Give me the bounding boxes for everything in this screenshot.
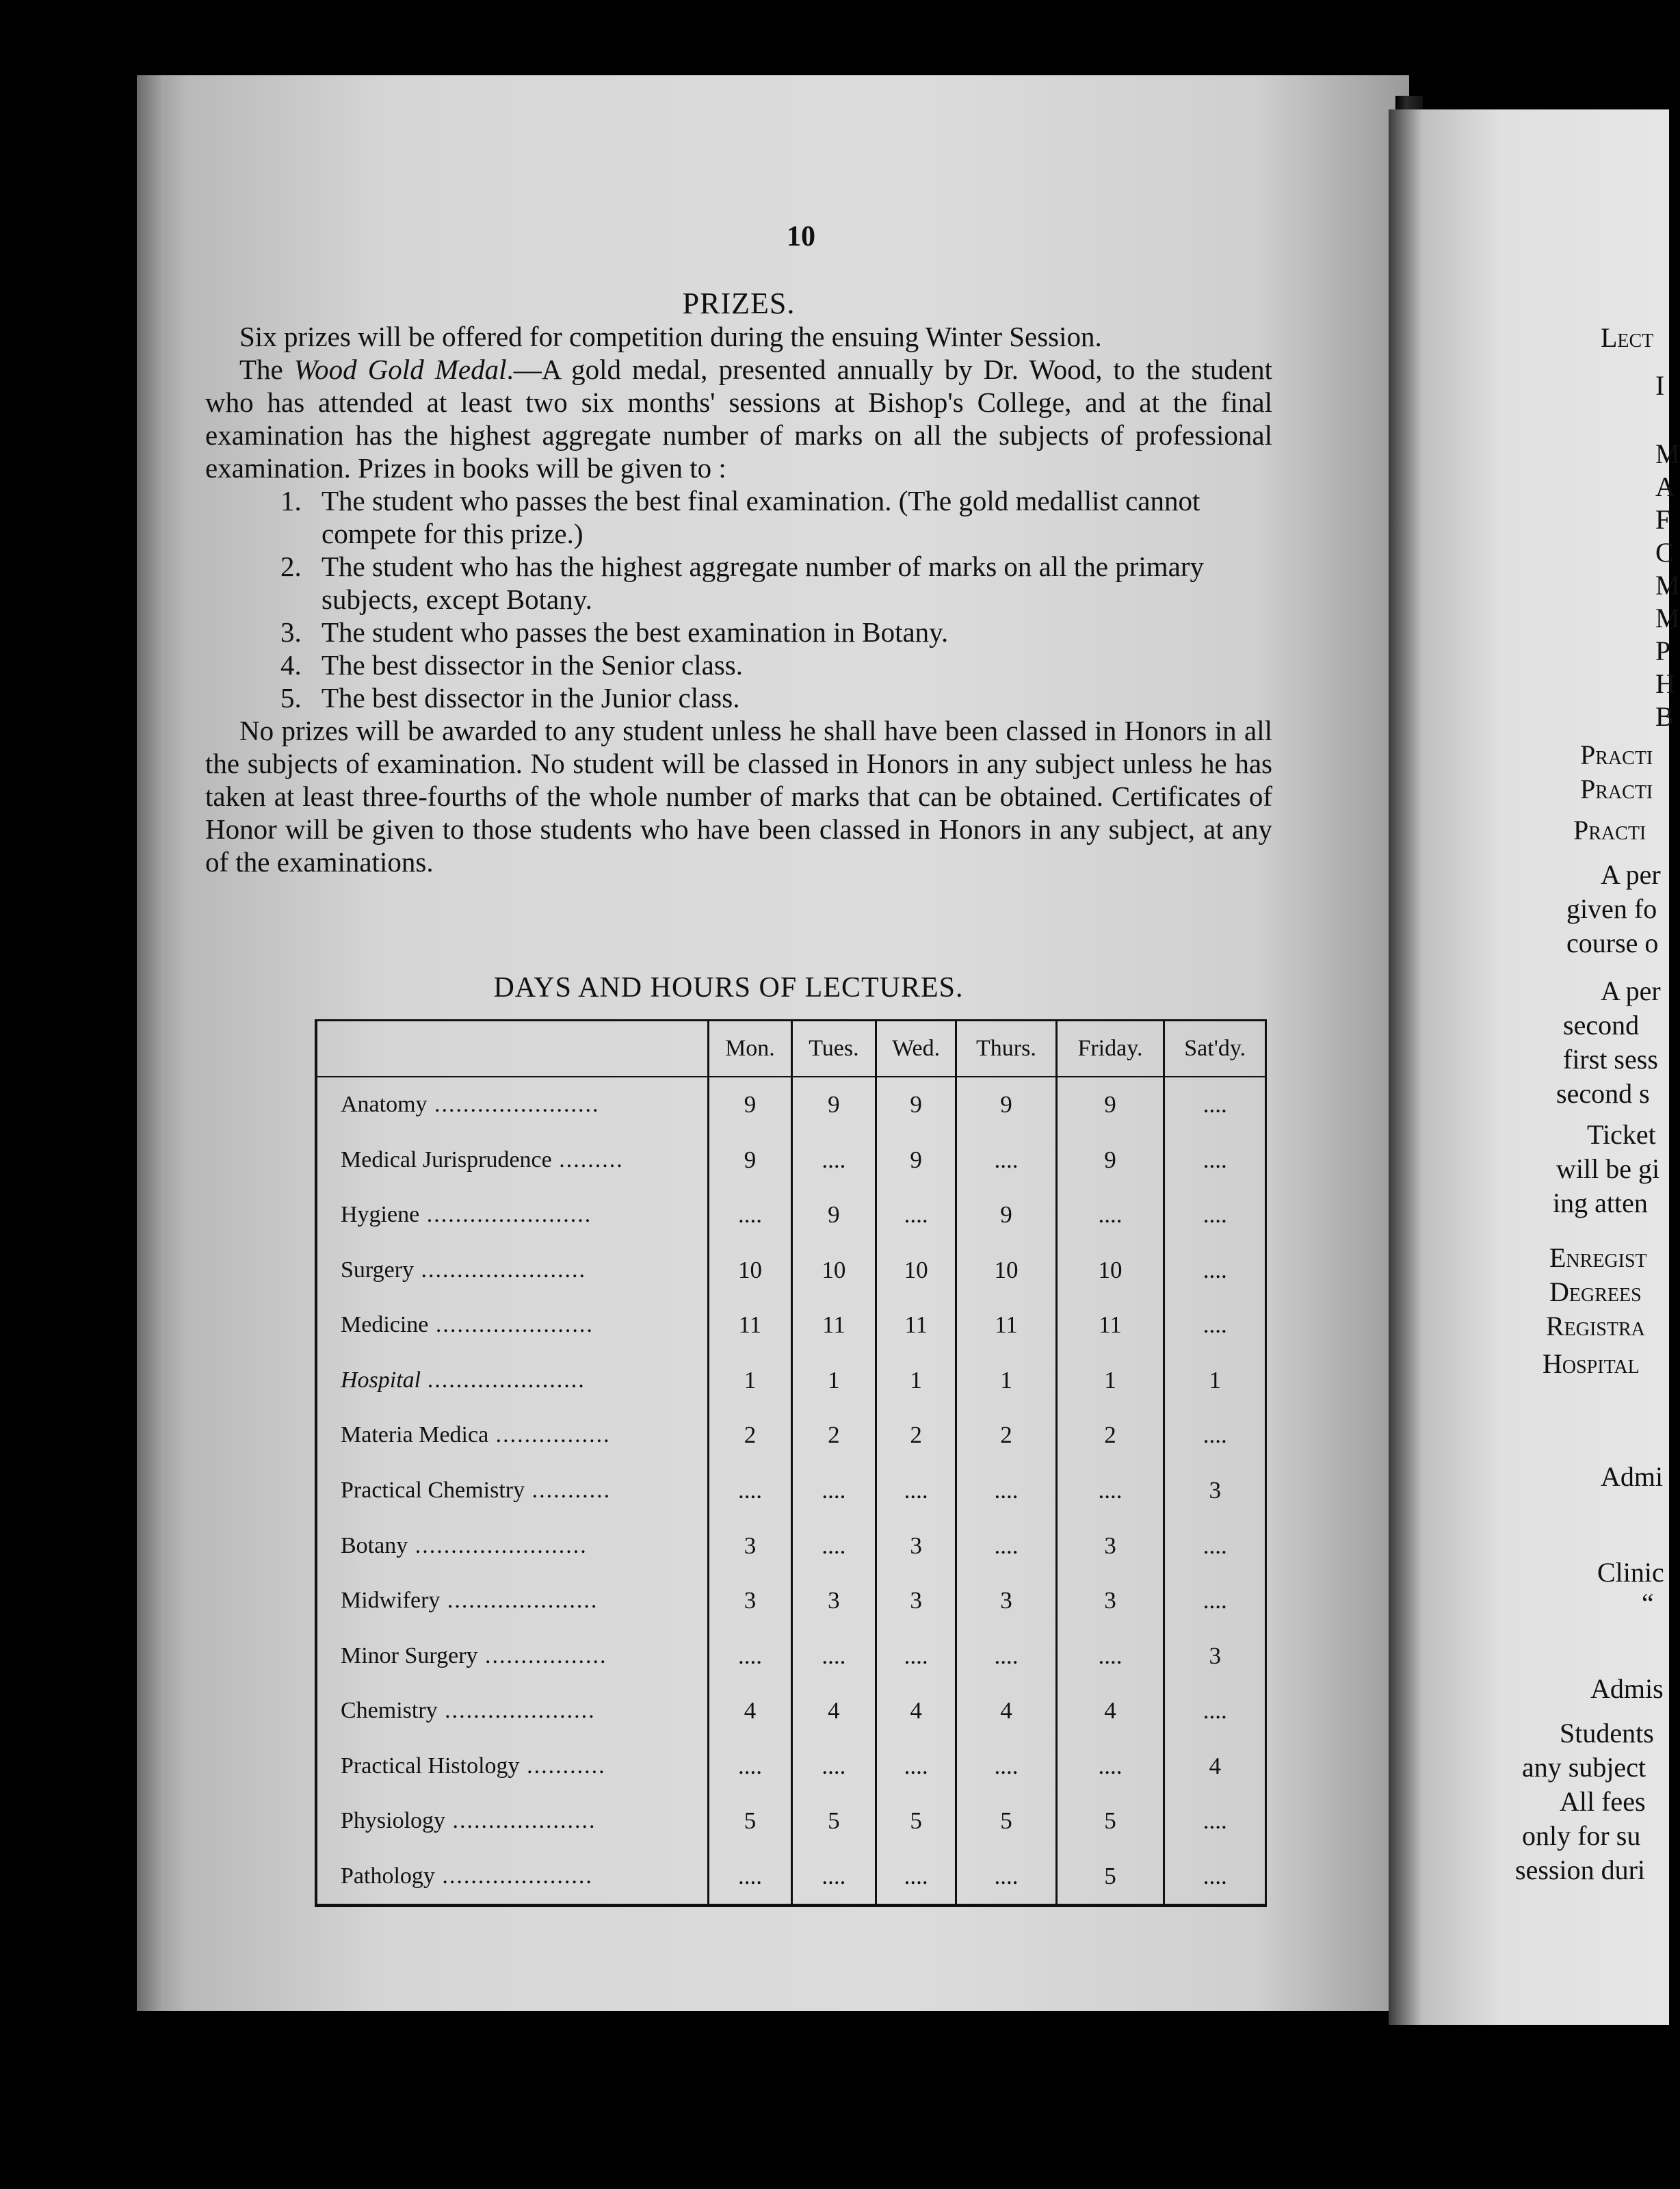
day-header: Thurs. (956, 1021, 1056, 1077)
lectures-table-body (317, 1077, 1265, 1904)
hour-cell: 9 (791, 1188, 876, 1243)
hour-cell: 1 (876, 1353, 956, 1408)
hour-cell: 4 (1056, 1683, 1164, 1739)
hour-cell: 3 (791, 1573, 876, 1629)
right-page-line: Practi (1580, 739, 1653, 770)
hour-cell: 10 (1056, 1243, 1164, 1298)
lectures-table (317, 1021, 1265, 1904)
hour-cell: .... (1164, 1243, 1265, 1298)
right-page-line: I (1655, 370, 1665, 401)
leader-dots: ......... (551, 1146, 624, 1172)
hour-cell: 11 (709, 1298, 792, 1353)
right-page-line: “ (1642, 1588, 1654, 1618)
subject-label: Physiology (341, 1808, 446, 1834)
hour-cell: .... (956, 1518, 1056, 1573)
right-page-line: A per (1601, 975, 1661, 1006)
hour-cell: 3 (709, 1573, 792, 1629)
hour-cell: 5 (1056, 1794, 1164, 1849)
right-page-line: Ticket (1587, 1119, 1656, 1150)
leader-dots: ................. (477, 1642, 607, 1668)
hour-cell: .... (791, 1848, 876, 1904)
right-page-line: Students (1560, 1718, 1654, 1748)
hour-cell: .... (956, 1738, 1056, 1794)
medal-text: .—A gold medal, presented annually by Dr. Wood, to the student who has attended at least two six months' sessions at Bishop's College, and at the final examination has the highest aggregate number of marks on all the subjects of professional examination. Prizes in books will be given to : (205, 354, 1272, 484)
hour-cell: .... (1056, 1188, 1164, 1243)
hour-cell: 3 (1164, 1463, 1265, 1519)
hour-cell: .... (709, 1628, 792, 1683)
hour-cell: .... (1056, 1628, 1164, 1683)
subject-cell (317, 1794, 709, 1849)
prize-number: 1. (280, 485, 302, 516)
hour-cell: 11 (791, 1298, 876, 1353)
right-page-line: second (1563, 1010, 1640, 1040)
hour-cell: .... (791, 1738, 876, 1794)
subject-label: Midwifery (341, 1588, 441, 1614)
right-page-line: Admis (1590, 1673, 1664, 1704)
subject-cell (317, 1408, 709, 1463)
leader-dots: ....................... (414, 1257, 587, 1283)
subject-cell (317, 1243, 709, 1298)
day-header: Wed. (876, 1021, 956, 1077)
right-page-line: M (1655, 603, 1680, 633)
lectures-title: DAYS AND HOURS OF LECTURES. (493, 972, 964, 1004)
medal-paragraph (205, 353, 1272, 484)
day-header: Friday. (1056, 1021, 1164, 1077)
hour-cell: .... (876, 1738, 956, 1794)
subject-label: Surgery (341, 1257, 415, 1283)
table-row (317, 1298, 1265, 1353)
hour-cell: .... (1164, 1518, 1265, 1573)
right-page-line: second s (1556, 1078, 1650, 1109)
subject-cell (317, 1463, 709, 1519)
hour-cell: .... (791, 1628, 876, 1683)
prizes-heading: PRIZES. (682, 287, 796, 320)
subject-label: Hygiene (341, 1202, 420, 1228)
hour-cell: 3 (709, 1518, 792, 1573)
subject-label: Botany (341, 1532, 408, 1558)
hour-cell: 3 (1056, 1518, 1164, 1573)
hour-cell: .... (876, 1188, 956, 1243)
hour-cell: 11 (1056, 1298, 1164, 1353)
right-page-line: M (1655, 570, 1680, 601)
right-page-line: A (1655, 471, 1675, 502)
hour-cell: .... (1164, 1794, 1265, 1849)
leader-dots: ........... (525, 1477, 612, 1503)
hour-cell: 9 (956, 1188, 1056, 1243)
right-page-line: first sess (1563, 1044, 1658, 1075)
prize-item (205, 681, 1272, 714)
subject-label: Pathology (341, 1863, 435, 1889)
right-page-line: Practi (1580, 774, 1653, 804)
prize-item (205, 484, 1272, 550)
hour-cell: 3 (956, 1573, 1056, 1629)
prize-text: The student who has the highest aggregate number of marks on all the primary subjects, except Botany. (321, 551, 1204, 615)
hour-cell: 9 (876, 1077, 956, 1133)
leader-dots: ....................... (427, 1092, 600, 1118)
hour-cell: 5 (876, 1794, 956, 1849)
right-page-line: Registra (1546, 1311, 1645, 1341)
hour-cell: 1 (709, 1353, 792, 1408)
right-page-line: course o (1566, 928, 1659, 958)
table-row (317, 1683, 1265, 1739)
hour-cell: 4 (956, 1683, 1056, 1739)
table-row (317, 1463, 1265, 1519)
table-row (317, 1188, 1265, 1243)
prize-text: The best dissector in the Senior class. (321, 649, 744, 681)
prize-item (205, 550, 1272, 616)
hour-cell: .... (791, 1133, 876, 1188)
hour-cell: 1 (1056, 1353, 1164, 1408)
hour-cell: 9 (1056, 1077, 1164, 1133)
right-page-line: given fo (1566, 893, 1657, 924)
subject-cell (317, 1133, 709, 1188)
subject-label: Minor Surgery (341, 1642, 478, 1668)
hour-cell: 2 (956, 1408, 1056, 1463)
right-page-line: All fees (1560, 1786, 1646, 1817)
hour-cell: 11 (876, 1298, 956, 1353)
hour-cell: .... (709, 1848, 792, 1904)
table-row (317, 1738, 1265, 1794)
leader-dots: ...................... (421, 1367, 586, 1393)
right-page-line: session duri (1515, 1854, 1645, 1885)
hour-cell: .... (956, 1463, 1056, 1519)
hour-cell: 3 (1164, 1628, 1265, 1683)
right-page-line: Lect (1601, 322, 1654, 353)
subject-label: Materia Medica (341, 1422, 489, 1448)
hour-cell: .... (956, 1133, 1056, 1188)
subject-cell (317, 1683, 709, 1739)
hour-cell: 4 (709, 1683, 792, 1739)
hour-cell: 3 (1056, 1573, 1164, 1629)
hour-cell: 2 (791, 1408, 876, 1463)
table-row (317, 1848, 1265, 1904)
hour-cell: .... (791, 1518, 876, 1573)
right-page-line: ing atten (1553, 1188, 1648, 1218)
prize-text: The student who passes the best examination in Botany. (321, 616, 949, 648)
table-row (317, 1518, 1265, 1573)
hour-cell: .... (876, 1848, 956, 1904)
hour-cell: .... (956, 1848, 1056, 1904)
subject-cell (317, 1518, 709, 1573)
leader-dots: ........................ (408, 1532, 588, 1558)
prize-text: The best dissector in the Junior class. (321, 682, 740, 713)
right-page-line: Degrees (1549, 1276, 1642, 1307)
subject-label: Hospital (341, 1367, 421, 1393)
subject-cell (317, 1077, 709, 1133)
right-page-line: A per (1601, 859, 1661, 890)
hour-cell: 2 (709, 1408, 792, 1463)
hour-cell: 1 (1164, 1353, 1265, 1408)
hour-cell: 9 (1056, 1133, 1164, 1188)
subject-label: Anatomy (341, 1092, 428, 1118)
hour-cell: 1 (956, 1353, 1056, 1408)
hour-cell: 5 (709, 1794, 792, 1849)
hour-cell: .... (876, 1463, 956, 1519)
hour-cell: .... (709, 1738, 792, 1794)
hour-cell: .... (1164, 1848, 1265, 1904)
hour-cell: 9 (791, 1077, 876, 1133)
day-header: Sat'dy. (1164, 1021, 1265, 1077)
hour-cell: .... (1056, 1738, 1164, 1794)
table-row (317, 1408, 1265, 1463)
leader-dots: .................... (445, 1808, 596, 1834)
subject-label: Medicine (341, 1312, 429, 1338)
prizes-closing: No prizes will be awarded to any student unless he shall have been classed in Honors in all the subjects of examination. No student will be classed in Honors in any subject unless he has taken at least three-fourths of the whole number of marks that can be obtained. Certificates of Honor will be given to those students who have been classed in Honors in any subject, at any of the examinations. (205, 715, 1272, 878)
prizes-list (205, 484, 1272, 714)
hour-cell: 4 (876, 1683, 956, 1739)
hour-cell: .... (876, 1628, 956, 1683)
hour-cell: .... (1164, 1683, 1265, 1739)
right-page-line: Practi (1573, 815, 1646, 846)
subject-label: Chemistry (341, 1698, 438, 1724)
hour-cell: 9 (709, 1133, 792, 1188)
right-page-line: any subject (1522, 1752, 1646, 1783)
hour-cell: 2 (1056, 1408, 1164, 1463)
leader-dots: ..................... (440, 1588, 599, 1614)
prizes-intro: Six prizes will be offered for competition during the ensuing Winter Session. (239, 321, 1102, 352)
table-row (317, 1243, 1265, 1298)
right-page-line: Admi (1601, 1461, 1664, 1492)
hour-cell: 9 (709, 1077, 792, 1133)
right-page-line: H (1655, 668, 1675, 699)
leader-dots: ........... (519, 1753, 606, 1779)
hour-cell: .... (1164, 1077, 1265, 1133)
hour-cell: 10 (709, 1243, 792, 1298)
hour-cell: 3 (876, 1573, 956, 1629)
hour-cell: 10 (791, 1243, 876, 1298)
hour-cell: 2 (876, 1408, 956, 1463)
hour-cell: 4 (791, 1683, 876, 1739)
hour-cell: 10 (876, 1243, 956, 1298)
right-page-line: P (1655, 635, 1671, 666)
table-header-row (317, 1021, 1265, 1077)
prizes-section (205, 219, 1272, 878)
right-page-line: M (1655, 438, 1680, 469)
right-page-line: Hospital (1543, 1348, 1640, 1379)
right-page-line: Enregist (1549, 1242, 1647, 1273)
hour-cell: .... (709, 1188, 792, 1243)
hour-cell: 5 (956, 1794, 1056, 1849)
right-page-line: Clinic (1597, 1557, 1664, 1588)
day-header: Mon. (709, 1021, 792, 1077)
page-edge (137, 75, 164, 2011)
table-row (317, 1573, 1265, 1629)
hour-cell: .... (1164, 1298, 1265, 1353)
hour-cell: .... (1164, 1573, 1265, 1629)
leader-dots: ..................... (434, 1863, 593, 1889)
subject-label: Practical Histology (341, 1753, 520, 1779)
table-row (317, 1628, 1265, 1683)
leader-dots: ...................... (428, 1312, 594, 1338)
hour-cell: .... (1164, 1188, 1265, 1243)
prize-number: 3. (280, 616, 302, 648)
hour-cell: 5 (791, 1794, 876, 1849)
right-page-line: F (1655, 504, 1671, 535)
hour-cell: .... (709, 1463, 792, 1519)
leader-dots: ................ (488, 1422, 611, 1448)
right-page-line: only for su (1522, 1820, 1641, 1851)
subject-cell (317, 1188, 709, 1243)
subject-cell (317, 1738, 709, 1794)
hour-cell: .... (791, 1463, 876, 1519)
medal-name: Wood Gold Medal (293, 354, 507, 385)
prize-number: 4. (280, 649, 302, 681)
prize-item (205, 648, 1272, 681)
hour-cell: 11 (956, 1298, 1056, 1353)
subject-cell (317, 1298, 709, 1353)
table-row (317, 1794, 1265, 1849)
hour-cell: 5 (1056, 1848, 1164, 1904)
prize-number: 5. (280, 682, 302, 713)
subject-cell (317, 1848, 709, 1904)
right-page-line: B (1655, 701, 1674, 732)
hour-cell: 3 (876, 1518, 956, 1573)
page-number: 10 (787, 221, 815, 252)
prize-item (205, 616, 1272, 648)
hour-cell: 9 (876, 1133, 956, 1188)
hour-cell: .... (1164, 1133, 1265, 1188)
day-header: Tues. (791, 1021, 876, 1077)
hour-cell: .... (1164, 1408, 1265, 1463)
hour-cell: .... (1056, 1463, 1164, 1519)
prize-number: 2. (280, 551, 302, 582)
lectures-table-frame (315, 1019, 1267, 1907)
hour-cell: .... (956, 1628, 1056, 1683)
table-row (317, 1077, 1265, 1133)
subject-label: Practical Chemistry (341, 1477, 525, 1503)
medal-prefix: The (239, 354, 294, 385)
subject-header (317, 1021, 709, 1077)
right-page-line: C (1655, 537, 1674, 568)
hour-cell: 4 (1164, 1738, 1265, 1794)
table-row (317, 1133, 1265, 1188)
leader-dots: ....................... (419, 1202, 592, 1228)
subject-cell (317, 1573, 709, 1629)
leader-dots: ..................... (437, 1698, 596, 1724)
hour-cell: 9 (956, 1077, 1056, 1133)
prize-text: The student who passes the best final examination. (The gold medallist cannot compete for this prize.) (321, 485, 1200, 549)
hour-cell: 10 (956, 1243, 1056, 1298)
right-page-line: will be gi (1556, 1153, 1660, 1184)
hour-cell: 1 (791, 1353, 876, 1408)
subject-label: Medical Jurisprudence (341, 1146, 552, 1172)
subject-cell (317, 1353, 709, 1408)
subject-cell (317, 1628, 709, 1683)
table-row (317, 1353, 1265, 1408)
